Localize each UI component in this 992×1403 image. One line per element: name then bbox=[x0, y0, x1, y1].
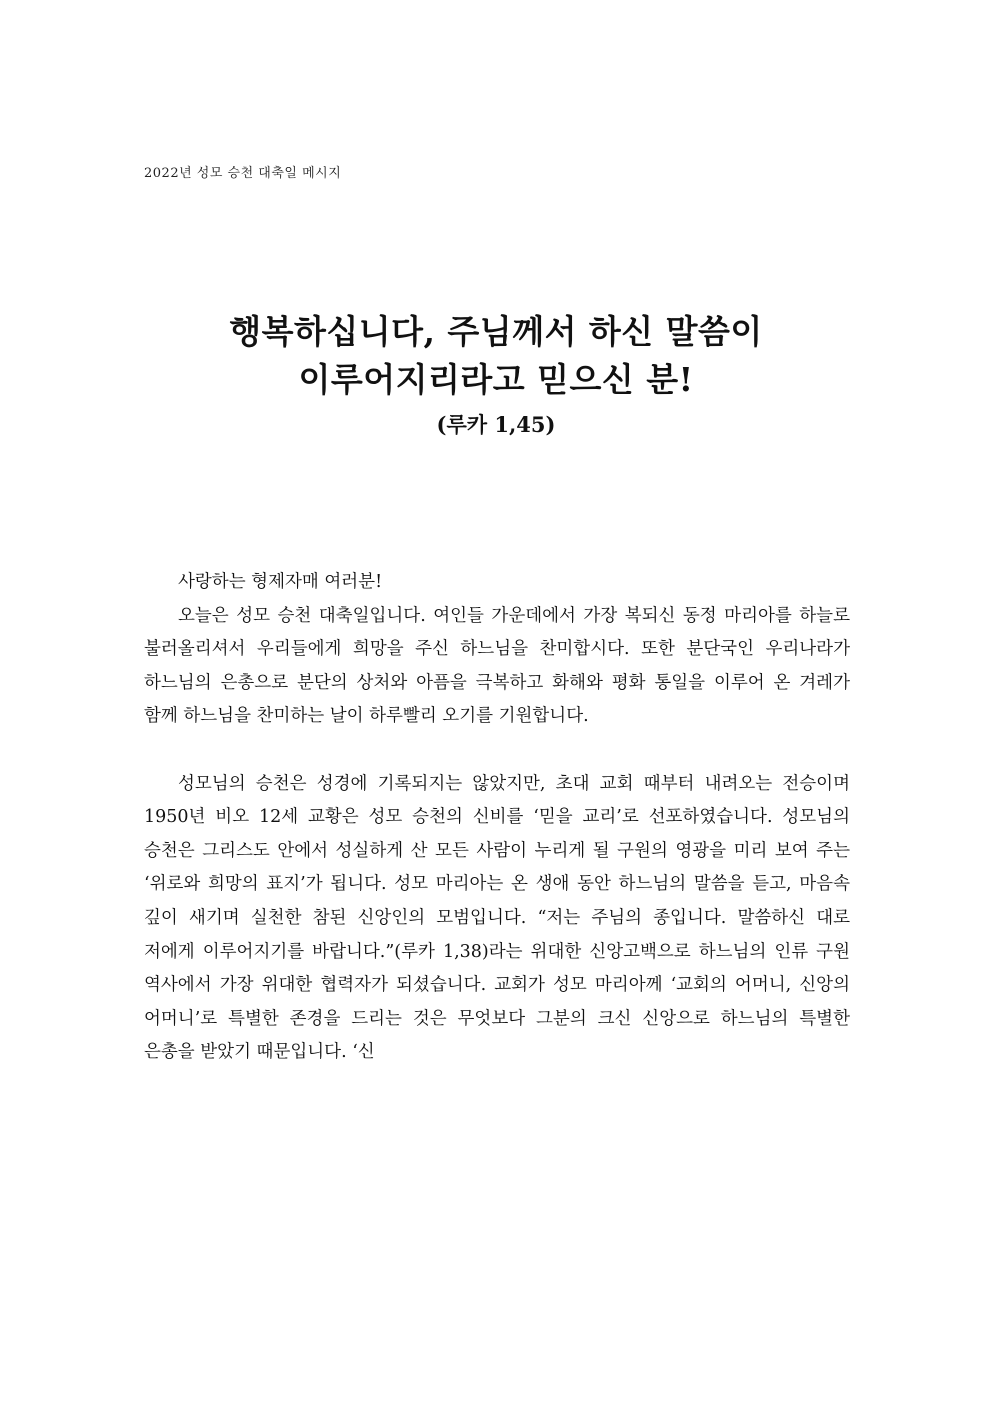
paragraph-spacer bbox=[144, 734, 850, 768]
salutation-paragraph: 사랑하는 형제자매 여러분! bbox=[178, 572, 383, 592]
page-title-line-2: 이루어지리라고 믿으신 분! bbox=[298, 360, 694, 399]
title-block bbox=[0, 308, 992, 440]
body-paragraph: 성모님의 승천은 성경에 기록되지는 않았지만, 초대 교회 때부터 내려오는 전승이며 1950년 비오 12세 교황은 성모 승천의 신비를 ‘믿을 교리’로 선포하였습니다. 성모님의 승천은 그리스도 안에서 성실하게 산 모든 사람이 누리게 될 구원의 영광을 미리 보여 주는 ‘위로와 희망의 표지’가 됩니다. 성모 마리아는 온 생애 동안 하느님의 말씀을 듣고, 마음속 깊이 새기며 실천한 참된 신앙인의 모범입니다. “저는 주님의 종입니다. 말씀하신 대로 저에게 이루어지기를 바랍니다.”(루카 1,38)라는 위대한 신앙고백으로 하느님의 인류 구원 역사에서 가장 위대한 협력자가 되셨습니다. 교회가 성모 마리아께 ‘교회의 어머니, 신앙의 어머니’로 특별한 존경을 드리는 것은 무엇보다 그분의 크신 신앙으로 하느님의 특별한 은총을 받았기 때문입니다. ‘신 bbox=[144, 773, 850, 1063]
header-note: 2022년 성모 승천 대축일 메시지 bbox=[144, 166, 342, 181]
body-paragraph: 오늘은 성모 승천 대축일입니다. 여인들 가운데에서 가장 복되신 동정 마리아를 하늘로 불러올리셔서 우리들에게 희망을 주신 하느님을 찬미합시다. 또한 분단국인 우리나라가 하느님의 은총으로 분단의 상처와 아픔을 극복하고 화해와 평화 통일을 이루어 온 겨레가 함께 하느님을 찬미하는 날이 하루빨리 오기를 기원합니다. bbox=[144, 605, 850, 727]
scripture-citation: (루카 1,45) bbox=[436, 412, 556, 437]
page-title-line-1: 행복하십니다, 주님께서 하신 말씀이 bbox=[229, 312, 763, 351]
message-body bbox=[144, 566, 850, 1070]
